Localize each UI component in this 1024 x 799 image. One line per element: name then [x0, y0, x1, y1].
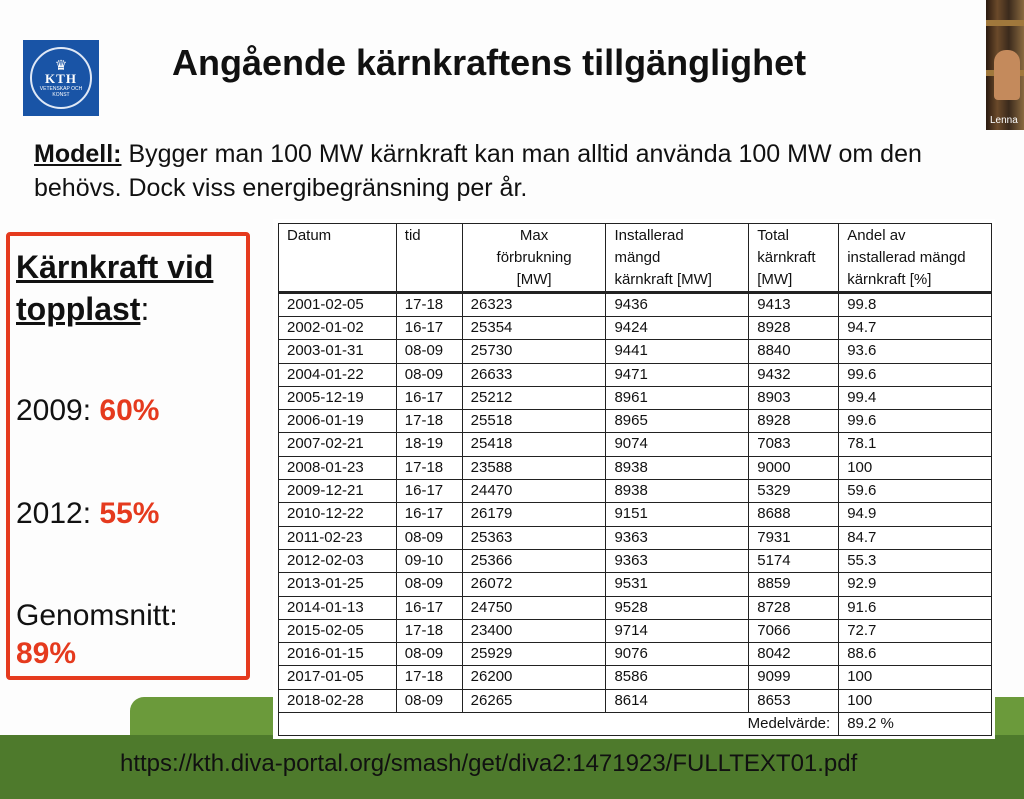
cell-total: 9000 — [749, 456, 839, 479]
participant-video — [994, 50, 1020, 100]
table-row — [279, 619, 992, 642]
kth-logo-emblem — [30, 47, 92, 109]
cell-tid: 08-09 — [396, 643, 462, 666]
cell-total: 9432 — [749, 363, 839, 386]
header-installerad: Installerad mängd kärnkraft [MW] — [606, 224, 749, 293]
cell-max: 26200 — [462, 666, 606, 689]
header-datum: Datum — [279, 224, 397, 293]
cell-total: 7083 — [749, 433, 839, 456]
cell-total: 8688 — [749, 503, 839, 526]
cell-total: 9413 — [749, 293, 839, 317]
stat-2009-label: 2009: — [16, 394, 100, 427]
cell-installerad: 9471 — [606, 363, 749, 386]
table-row — [279, 526, 992, 549]
cell-andel: 92.9 — [839, 573, 992, 596]
cell-andel: 100 — [839, 666, 992, 689]
cell-datum: 2008-01-23 — [279, 456, 397, 479]
cell-max: 25730 — [462, 340, 606, 363]
availability-table — [278, 223, 992, 736]
cell-max: 26072 — [462, 573, 606, 596]
summary-heading-line1: Kärnkraft vid — [16, 249, 214, 285]
crown-icon: ♛ — [54, 57, 68, 73]
cell-datum: 2015-02-05 — [279, 619, 397, 642]
cell-installerad: 9363 — [606, 549, 749, 572]
table-row — [279, 549, 992, 572]
cell-tid: 16-17 — [396, 503, 462, 526]
cell-total: 9099 — [749, 666, 839, 689]
data-table-container — [273, 219, 995, 739]
cell-tid: 16-17 — [396, 386, 462, 409]
cell-total: 5174 — [749, 549, 839, 572]
cell-tid: 08-09 — [396, 526, 462, 549]
footer-label: Medelvärde: — [279, 713, 839, 736]
cell-max: 25366 — [462, 549, 606, 572]
cell-total: 8903 — [749, 386, 839, 409]
cell-andel: 99.4 — [839, 386, 992, 409]
model-label: Modell: — [34, 140, 122, 168]
cell-installerad: 9441 — [606, 340, 749, 363]
table-footer-row — [279, 713, 992, 736]
cell-datum: 2001-02-05 — [279, 293, 397, 317]
table-row — [279, 363, 992, 386]
cell-total: 7931 — [749, 526, 839, 549]
cell-total: 8928 — [749, 317, 839, 340]
cell-total: 7066 — [749, 619, 839, 642]
cell-installerad: 8586 — [606, 666, 749, 689]
model-description — [34, 137, 994, 205]
cell-total: 8653 — [749, 689, 839, 712]
cell-tid: 09-10 — [396, 549, 462, 572]
cell-max: 25363 — [462, 526, 606, 549]
cell-installerad: 8938 — [606, 456, 749, 479]
webcam-thumbnail[interactable] — [986, 0, 1024, 130]
header-max-forbrukning: Max förbrukning [MW] — [462, 224, 606, 293]
cell-andel: 59.6 — [839, 480, 992, 503]
cell-tid: 18-19 — [396, 433, 462, 456]
table-row — [279, 340, 992, 363]
cell-datum: 2009-12-21 — [279, 480, 397, 503]
cell-installerad: 8614 — [606, 689, 749, 712]
cell-tid: 16-17 — [396, 596, 462, 619]
table-row — [279, 433, 992, 456]
cell-max: 25518 — [462, 410, 606, 433]
cell-datum: 2014-01-13 — [279, 596, 397, 619]
cell-andel: 100 — [839, 456, 992, 479]
table-header-row — [279, 224, 992, 293]
kth-logo — [23, 40, 99, 116]
model-text: Bygger man 100 MW kärnkraft kan man alltid använda 100 MW om den behövs. Dock viss energibegränsning per år. — [34, 140, 922, 202]
footer-value: 89.2 % — [839, 713, 992, 736]
cell-andel: 88.6 — [839, 643, 992, 666]
summary-heading-colon: : — [140, 291, 150, 327]
cell-total: 8840 — [749, 340, 839, 363]
table-row — [279, 666, 992, 689]
cell-max: 26633 — [462, 363, 606, 386]
table-row — [279, 456, 992, 479]
cell-total: 8859 — [749, 573, 839, 596]
cell-installerad: 9424 — [606, 317, 749, 340]
cell-total: 8928 — [749, 410, 839, 433]
slide-title: Angående kärnkraftens tillgänglighet — [172, 42, 807, 83]
stat-average-label: Genomsnitt: — [16, 599, 178, 632]
header-andel: Andel av installerad mängd kärnkraft [%] — [839, 224, 992, 293]
summary-heading-line2: topplast — [16, 291, 141, 327]
header-total: Total kärnkraft [MW] — [749, 224, 839, 293]
stat-2012-value: 55% — [99, 497, 160, 530]
cell-datum: 2018-02-28 — [279, 689, 397, 712]
cell-tid: 08-09 — [396, 340, 462, 363]
cell-andel: 91.6 — [839, 596, 992, 619]
stat-2009 — [16, 393, 159, 429]
webcam-participant-name: Lenna — [990, 115, 1018, 126]
cell-datum: 2016-01-15 — [279, 643, 397, 666]
cell-tid: 17-18 — [396, 619, 462, 642]
cell-tid: 08-09 — [396, 689, 462, 712]
cell-andel: 99.8 — [839, 293, 992, 317]
table-row — [279, 689, 992, 712]
stat-average-value: 89% — [16, 637, 77, 670]
table-row — [279, 573, 992, 596]
stat-2012-label: 2012: — [16, 497, 100, 530]
cell-andel: 55.3 — [839, 549, 992, 572]
table-row — [279, 596, 992, 619]
table-row — [279, 643, 992, 666]
cell-installerad: 9528 — [606, 596, 749, 619]
cell-tid: 08-09 — [396, 573, 462, 596]
cell-datum: 2011-02-23 — [279, 526, 397, 549]
cell-max: 25354 — [462, 317, 606, 340]
cell-installerad: 8938 — [606, 480, 749, 503]
cell-total: 8728 — [749, 596, 839, 619]
bookshelf — [986, 20, 1024, 26]
table-row — [279, 480, 992, 503]
cell-datum: 2017-01-05 — [279, 666, 397, 689]
cell-datum: 2006-01-19 — [279, 410, 397, 433]
cell-tid: 16-17 — [396, 317, 462, 340]
cell-andel: 78.1 — [839, 433, 992, 456]
cell-tid: 17-18 — [396, 666, 462, 689]
cell-datum: 2007-02-21 — [279, 433, 397, 456]
cell-datum: 2013-01-25 — [279, 573, 397, 596]
stat-average — [16, 597, 178, 673]
kth-logo-text: KTH — [45, 71, 77, 86]
cell-datum: 2012-02-03 — [279, 549, 397, 572]
table-row — [279, 410, 992, 433]
cell-installerad: 8965 — [606, 410, 749, 433]
cell-max: 24470 — [462, 480, 606, 503]
source-url[interactable]: https://kth.diva-portal.org/smash/get/diva2:1471923/FULLTEXT01.pdf — [120, 750, 858, 777]
table-row — [279, 386, 992, 409]
cell-total: 8042 — [749, 643, 839, 666]
cell-max: 25929 — [462, 643, 606, 666]
cell-datum: 2010-12-22 — [279, 503, 397, 526]
cell-installerad: 9436 — [606, 293, 749, 317]
table-row — [279, 317, 992, 340]
cell-datum: 2004-01-22 — [279, 363, 397, 386]
cell-andel: 94.9 — [839, 503, 992, 526]
cell-max: 26265 — [462, 689, 606, 712]
cell-installerad: 9714 — [606, 619, 749, 642]
stat-2009-value: 60% — [99, 394, 160, 427]
table-row — [279, 293, 992, 317]
cell-max: 25418 — [462, 433, 606, 456]
cell-andel: 99.6 — [839, 363, 992, 386]
table-body — [279, 293, 992, 713]
cell-installerad: 9531 — [606, 573, 749, 596]
cell-installerad: 9363 — [606, 526, 749, 549]
cell-max: 26323 — [462, 293, 606, 317]
cell-datum: 2005-12-19 — [279, 386, 397, 409]
cell-tid: 08-09 — [396, 363, 462, 386]
cell-tid: 17-18 — [396, 293, 462, 317]
cell-max: 23588 — [462, 456, 606, 479]
cell-tid: 16-17 — [396, 480, 462, 503]
cell-andel: 94.7 — [839, 317, 992, 340]
cell-max: 26179 — [462, 503, 606, 526]
cell-andel: 99.6 — [839, 410, 992, 433]
cell-installerad: 9076 — [606, 643, 749, 666]
cell-installerad: 9151 — [606, 503, 749, 526]
cell-tid: 17-18 — [396, 456, 462, 479]
cell-andel: 84.7 — [839, 526, 992, 549]
table-row — [279, 503, 992, 526]
cell-max: 23400 — [462, 619, 606, 642]
cell-installerad: 9074 — [606, 433, 749, 456]
summary-heading — [16, 246, 213, 330]
cell-datum: 2002-01-02 — [279, 317, 397, 340]
stat-2012 — [16, 496, 159, 532]
cell-andel: 100 — [839, 689, 992, 712]
cell-andel: 72.7 — [839, 619, 992, 642]
cell-tid: 17-18 — [396, 410, 462, 433]
cell-total: 5329 — [749, 480, 839, 503]
cell-max: 25212 — [462, 386, 606, 409]
cell-max: 24750 — [462, 596, 606, 619]
header-tid: tid — [396, 224, 462, 293]
cell-datum: 2003-01-31 — [279, 340, 397, 363]
cell-andel: 93.6 — [839, 340, 992, 363]
cell-installerad: 8961 — [606, 386, 749, 409]
kth-logo-subtext: VETENSKAP OCH KONST — [39, 86, 83, 98]
